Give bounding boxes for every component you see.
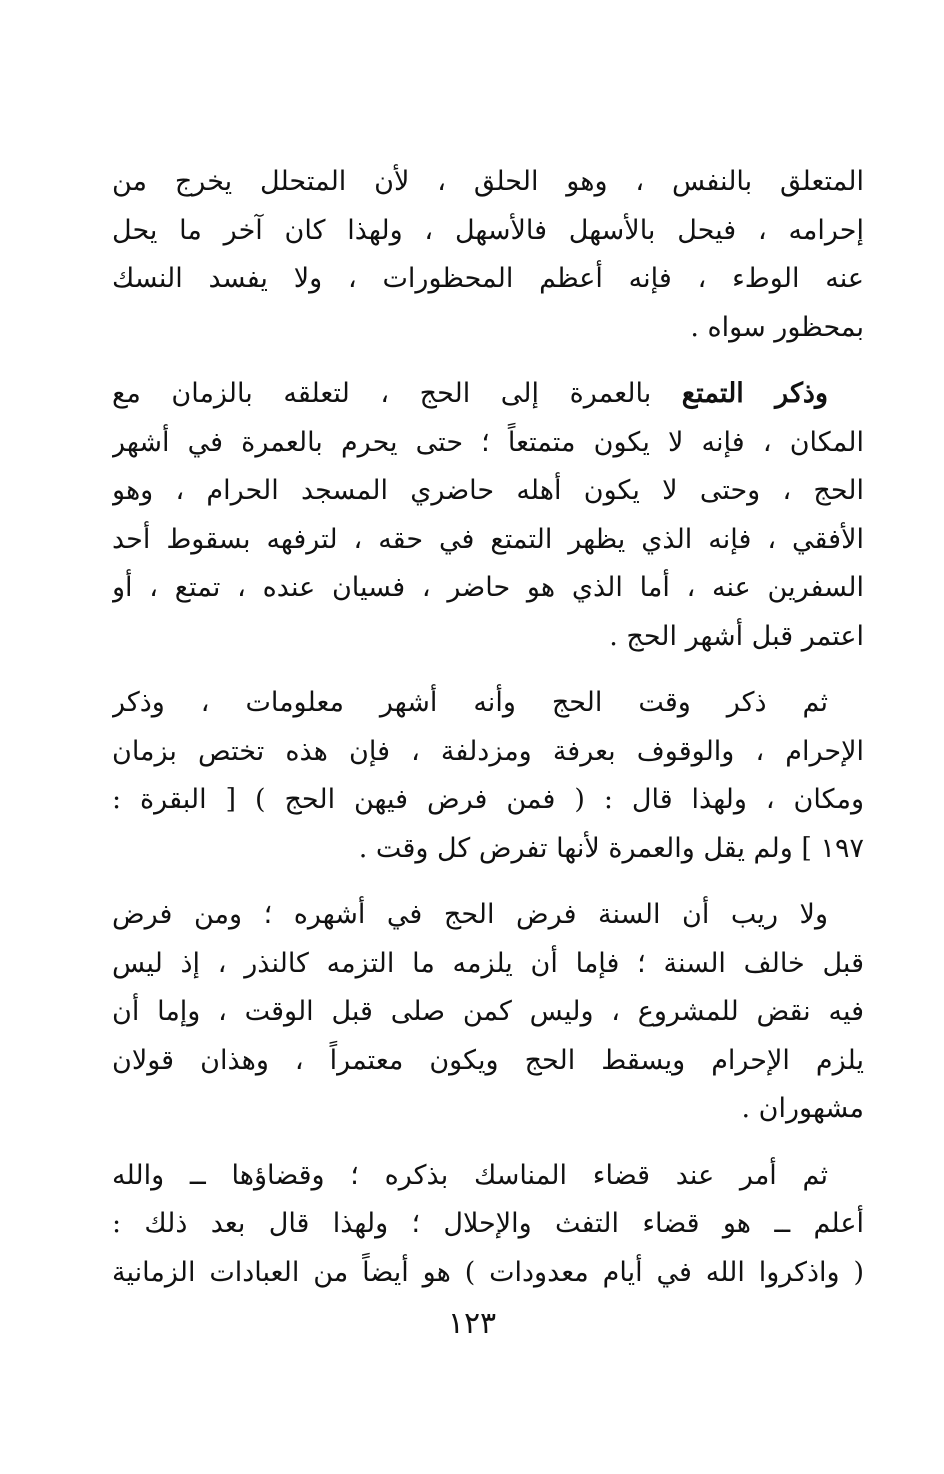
text-line: ثم ذكر وقت الحج وأنه أشهر معلومات ، وذكر <box>112 687 828 718</box>
text-line: فيه نقض للمشروع ، وليس كمن صلى قبل الوقت ، وإما أن <box>112 996 864 1027</box>
text-line: ومكان ، ولهذا قال : ( فمن فرض فيهن الحج ) [ البقرة : <box>112 784 864 815</box>
text-line: ثم أمر عند قضاء المناسك بذكره ؛ وقضاؤها ــ والله <box>112 1159 828 1191</box>
text-line <box>112 370 864 419</box>
text-line: يلزم الإحرام ويسقط الحج ويكون معتمراً ، وهذان قولان <box>112 1044 864 1076</box>
text-line: السفرين عنه ، أما الذي هو حاضر ، فسيان عنده ، تمتع ، أو <box>112 572 864 603</box>
text-line: ( واذكروا الله في أيام معدودات ) هو أيضاً من العبادات الزمانية <box>112 1256 864 1288</box>
paragraph-4 <box>112 891 864 1134</box>
text-run: بالعمرة إلى الحج ، لتعلقه بالزمان مع <box>112 378 682 409</box>
page-number: ١٢٣ <box>447 1306 497 1341</box>
bold-term: وذكر التمتع <box>681 378 828 409</box>
paragraph-5 <box>112 1152 864 1298</box>
text-line: الإحرام ، والوقوف بعرفة ومزدلفة ، فإن هذه تختص بزمان <box>112 735 864 767</box>
paragraph-2 <box>112 370 864 661</box>
text-line: الحج ، وحتى لا يكون أهله حاضري المسجد الحرام ، وهو <box>112 475 864 506</box>
paragraph-1 <box>112 158 864 352</box>
text-line: ١٩٧ ] ولم يقل والعمرة لأنها تفرض كل وقت . <box>358 832 864 864</box>
text-line: المكان ، فإنه لا يكون متمتعاً ؛ حتى يحرم بالعمرة في أشهر <box>112 426 864 458</box>
text-line: بمحظور سواه . <box>690 311 864 343</box>
text-line: الأفقي ، فإنه الذي يظهر التمتع في حقه ، لترفهه بسقوط أحد <box>112 523 864 555</box>
paragraph-3 <box>112 679 864 873</box>
text-line: مشهوران . <box>741 1093 864 1124</box>
text-line: إحرامه ، فيحل بالأسهل فالأسهل ، ولهذا كان آخر ما يحل <box>112 214 864 246</box>
text-line: قبل خالف السنة ؛ فإما أن يلزمه ما التزمه كالنذر ، إذ ليس <box>112 947 864 979</box>
text-line: أعلم ــ هو قضاء التفث والإحلال ؛ ولهذا قال بعد ذلك : <box>112 1208 864 1239</box>
text-line: عنه الوطء ، فإنه أعظم المحظورات ، ولا يفسد النسك <box>112 263 864 294</box>
body-text <box>112 158 864 1315</box>
text-line: ولا ريب أن السنة فرض الحج في أشهره ؛ ومن فرض <box>112 899 828 930</box>
text-line: المتعلق بالنفس ، وهو الحلق ، لأن المتحلل يخرج من <box>112 166 864 197</box>
text-line: اعتمر قبل أشهر الحج . <box>609 620 864 652</box>
